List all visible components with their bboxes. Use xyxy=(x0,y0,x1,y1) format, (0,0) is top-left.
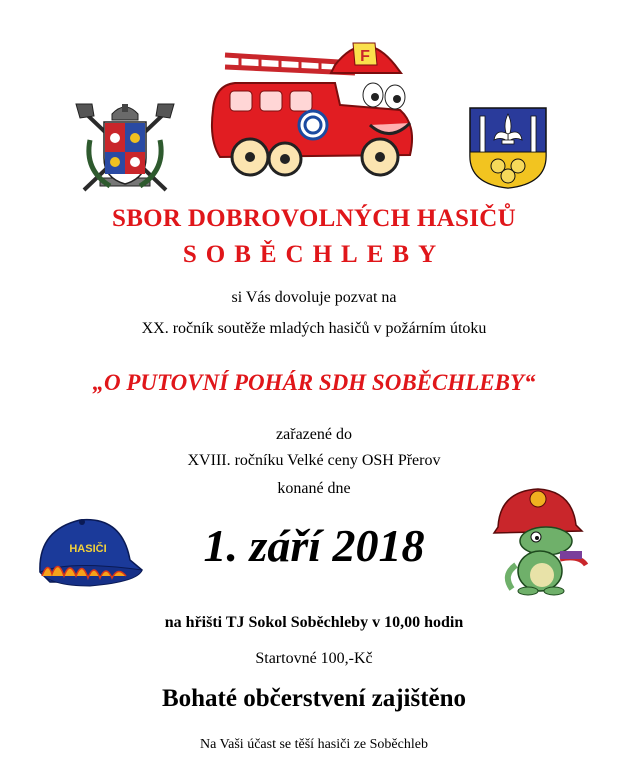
organization-title: SBOR DOBROVOLNÝCH HASIČŮ xyxy=(112,205,516,232)
organization-village: SOBĚCHLEBY xyxy=(182,241,446,268)
village-coat-of-arms-icon xyxy=(468,106,548,190)
truck-helmet-letter: F xyxy=(360,48,370,65)
entry-fee: Startovné 100,-Kč xyxy=(255,650,373,667)
footer-note: Na Vaši účast se těší hasiči ze Soběchleb xyxy=(200,737,428,752)
event-name: „O PUTOVNÍ POHÁR SDH SOBĚCHLEBY“ xyxy=(92,370,536,395)
event-line-2: XVIII. ročníku Velké ceny OSH Přerov xyxy=(187,452,441,469)
event-date: 1. září 2018 xyxy=(203,520,425,571)
fire-truck-cartoon-icon xyxy=(205,25,420,180)
event-venue: na hřišti TJ Sokol Soběchleby v 10,00 hodin xyxy=(164,614,464,631)
refreshments-note: Bohaté občerstvení zajištěno xyxy=(161,685,467,712)
firefighter-emblem-icon xyxy=(70,100,180,196)
invitation-line-1: si Vás dovoluje pozvat na xyxy=(231,289,397,306)
event-line-1: zařazené do xyxy=(276,426,352,443)
event-line-3: konané dne xyxy=(277,480,351,497)
cap-text: HASIČI xyxy=(69,543,107,555)
invitation-line-2: XX. ročník soutěže mladých hasičů v požárním útoku xyxy=(141,320,487,337)
